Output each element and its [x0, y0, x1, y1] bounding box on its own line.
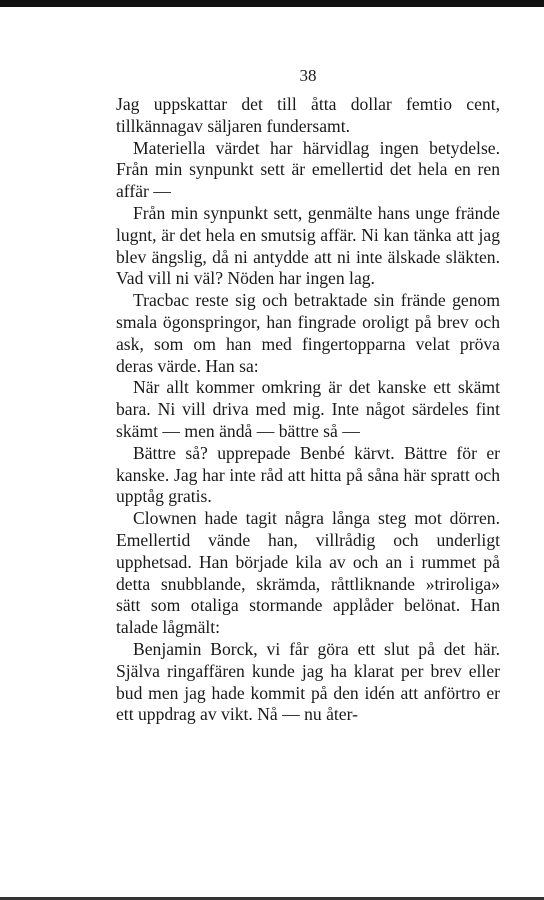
- paragraph-1: Jag uppskattar det till åtta dollar femtio cent, tillkännagav säljaren fundersamt.: [116, 94, 500, 136]
- book-page: [116, 64, 500, 726]
- paragraph-8: Benjamin Borck, vi får göra ett slut på det här. Själva ringaffären kunde jag ha klarat per brev eller bud men jag hade kommit på den idén att anförtro er ett uppdrag av vikt. Nå — nu åter-: [116, 638, 500, 725]
- paragraph-3: Från min synpunkt sett, genmälte hans unge frände lugnt, är det hela en smutsig affär. Ni kan tänka att jag blev ängslig, då ni antydde att ni inte älskade släkten. Vad vill ni väl? Nöden har ingen lag.: [116, 202, 500, 289]
- page-body-text: [116, 94, 500, 726]
- paragraph-4: Tracbac reste sig och betraktade sin frände genom smala ögonspringor, han fingrade oroligt på brev och ask, som om han med fingertopparna velat pröva deras värde. Han sa:: [116, 290, 500, 376]
- paragraph-6: Bättre så? upprepade Benbé kärvt. Bättre för er kanske. Jag har inte råd att hitta på såna här spratt och upptåg gratis.: [116, 442, 500, 507]
- page-top-edge: [0, 0, 544, 7]
- paragraph-2: Materiella värdet har härvidlag ingen betydelse. Från min synpunkt sett är emellertid det hela en ren affär —: [116, 137, 500, 202]
- paragraph-5: När allt kommer omkring är det kanske ett skämt bara. Ni vill driva med mig. Inte något särdeles fint skämt — men ändå — bättre så —: [116, 377, 500, 441]
- page-number: 38: [299, 66, 317, 85]
- paragraph-7: Clownen hade tagit några långa steg mot dörren. Emellertid vände han, villrådig och underligt upphetsad. Han började kila av och an i rummet på detta snubblande, skrämda, råttliknande »triroliga» sätt som otaliga stormande applåder belönat. Han talade lågmält:: [116, 508, 500, 638]
